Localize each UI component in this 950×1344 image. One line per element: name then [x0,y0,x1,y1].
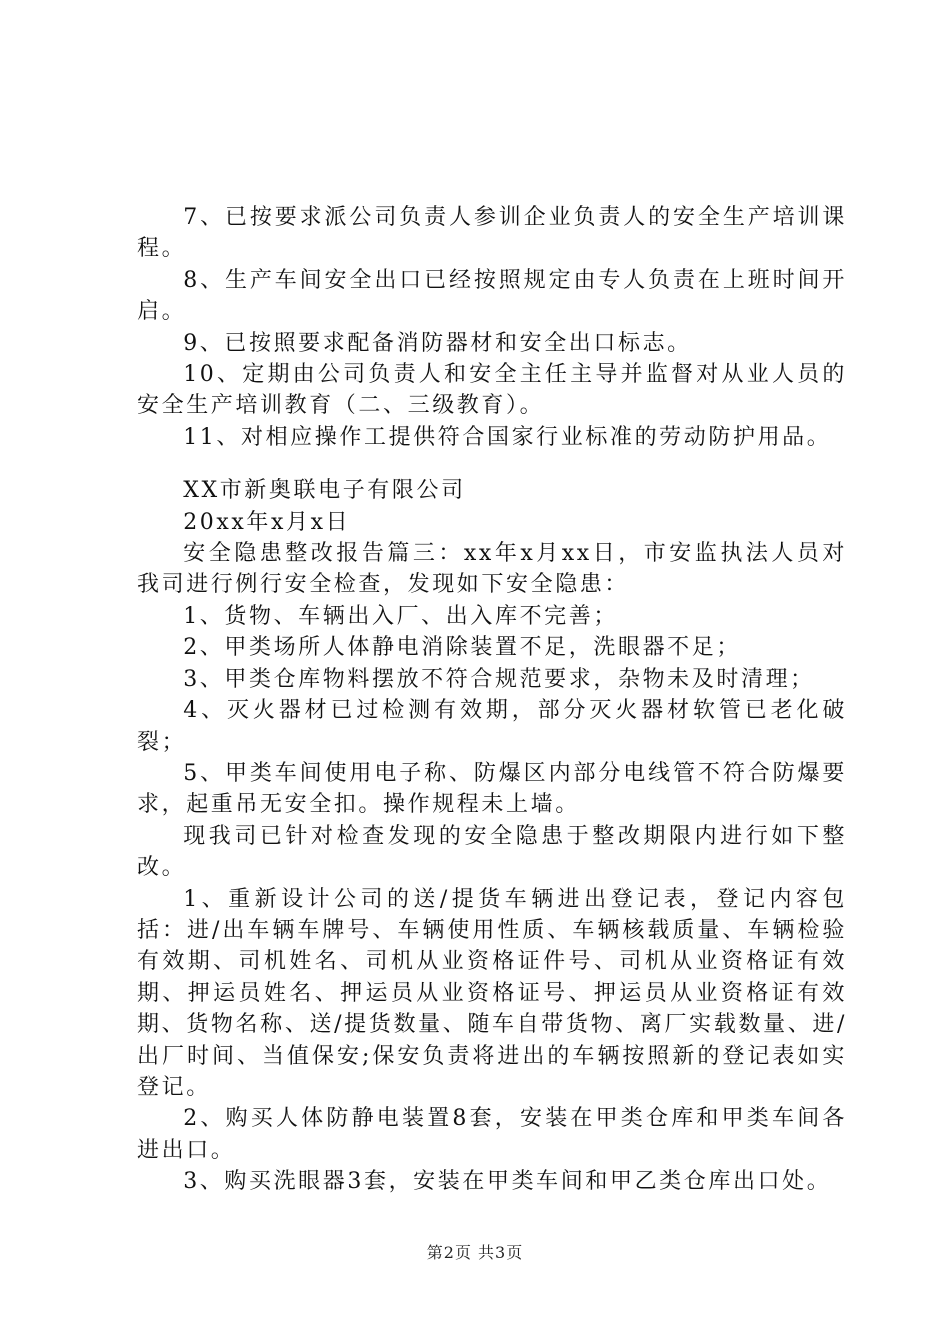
signature-date: 20xx年x月x日 [183,509,351,535]
hazard-item-3: 3、甲类仓库物料摆放不符合规范要求，杂物未及时清理； [183,666,815,692]
hazard-item-5: 5、甲类车间使用电子称、防爆区内部分电线管不符合防爆要求，起重吊无安全扣。操作规程未上墙。 [137,760,847,818]
rectification-intro: 现我司已针对检查发现的安全隐患于整改期限内进行如下整改。 [137,823,847,881]
hazard-item-2: 2、甲类场所人体静电消除装置不足，洗眼器不足； [183,635,741,661]
rectification-item-3: 3、购买洗眼器3套，安装在甲类车间和甲乙类仓库出口处。 [183,1169,832,1195]
paragraph-item-7: 7、已按要求派公司负责人参训企业负责人的安全生产培训课程。 [137,205,847,262]
paragraph-item-11: 11、对相应操作工提供符合国家行业标准的劳动防护用品。 [183,424,832,450]
rectification-item-2: 2、购买人体防静电装置8套，安装在甲类仓库和甲类车间各进出口。 [137,1106,847,1163]
signature-company: XX市新奥联电子有限公司 [183,478,466,504]
report-intro-paragraph: 安全隐患整改报告篇三：xx年x月xx日，市安监执法人员对我司进行例行安全检查，发现如下安全隐患： [137,541,847,598]
document-body [137,202,847,1198]
paragraph-item-8: 8、生产车间安全出口已经按照规定由专人负责在上班时间开启。 [137,267,847,325]
hazard-item-4: 4、灭火器材已过检测有效期，部分灭火器材软管已老化破裂； [137,698,847,755]
paragraph-item-9: 9、已按照要求配备消防器材和安全出口标志。 [183,330,692,356]
hazard-item-1: 1、货物、车辆出入厂、出入库不完善； [183,603,618,629]
paragraph-item-10: 10、定期由公司负责人和安全主任主导并监督对从业人员的安全生产培训教育（二、三级教育）。 [137,362,847,419]
page-footer: 第2页 共3页 [426,1243,524,1262]
paragraph-spacer [137,453,847,475]
rectification-item-1: 1、重新设计公司的送/提货车辆进出登记表，登记内容包括：进/出车辆车牌号、车辆使用性质、车辆核载质量、车辆检验有效期、司机姓名、司机从业资格证件号、司机从业资格证有效期、押运员姓名、押运员从业资格证号、押运员从业资格证有效期、货物名称、送/提货数量、随车自带货物、离厂实载数量、进/出厂时间、当值保安;保安负责将进出的车辆按照新的登记表如实登记。 [137,886,847,1100]
